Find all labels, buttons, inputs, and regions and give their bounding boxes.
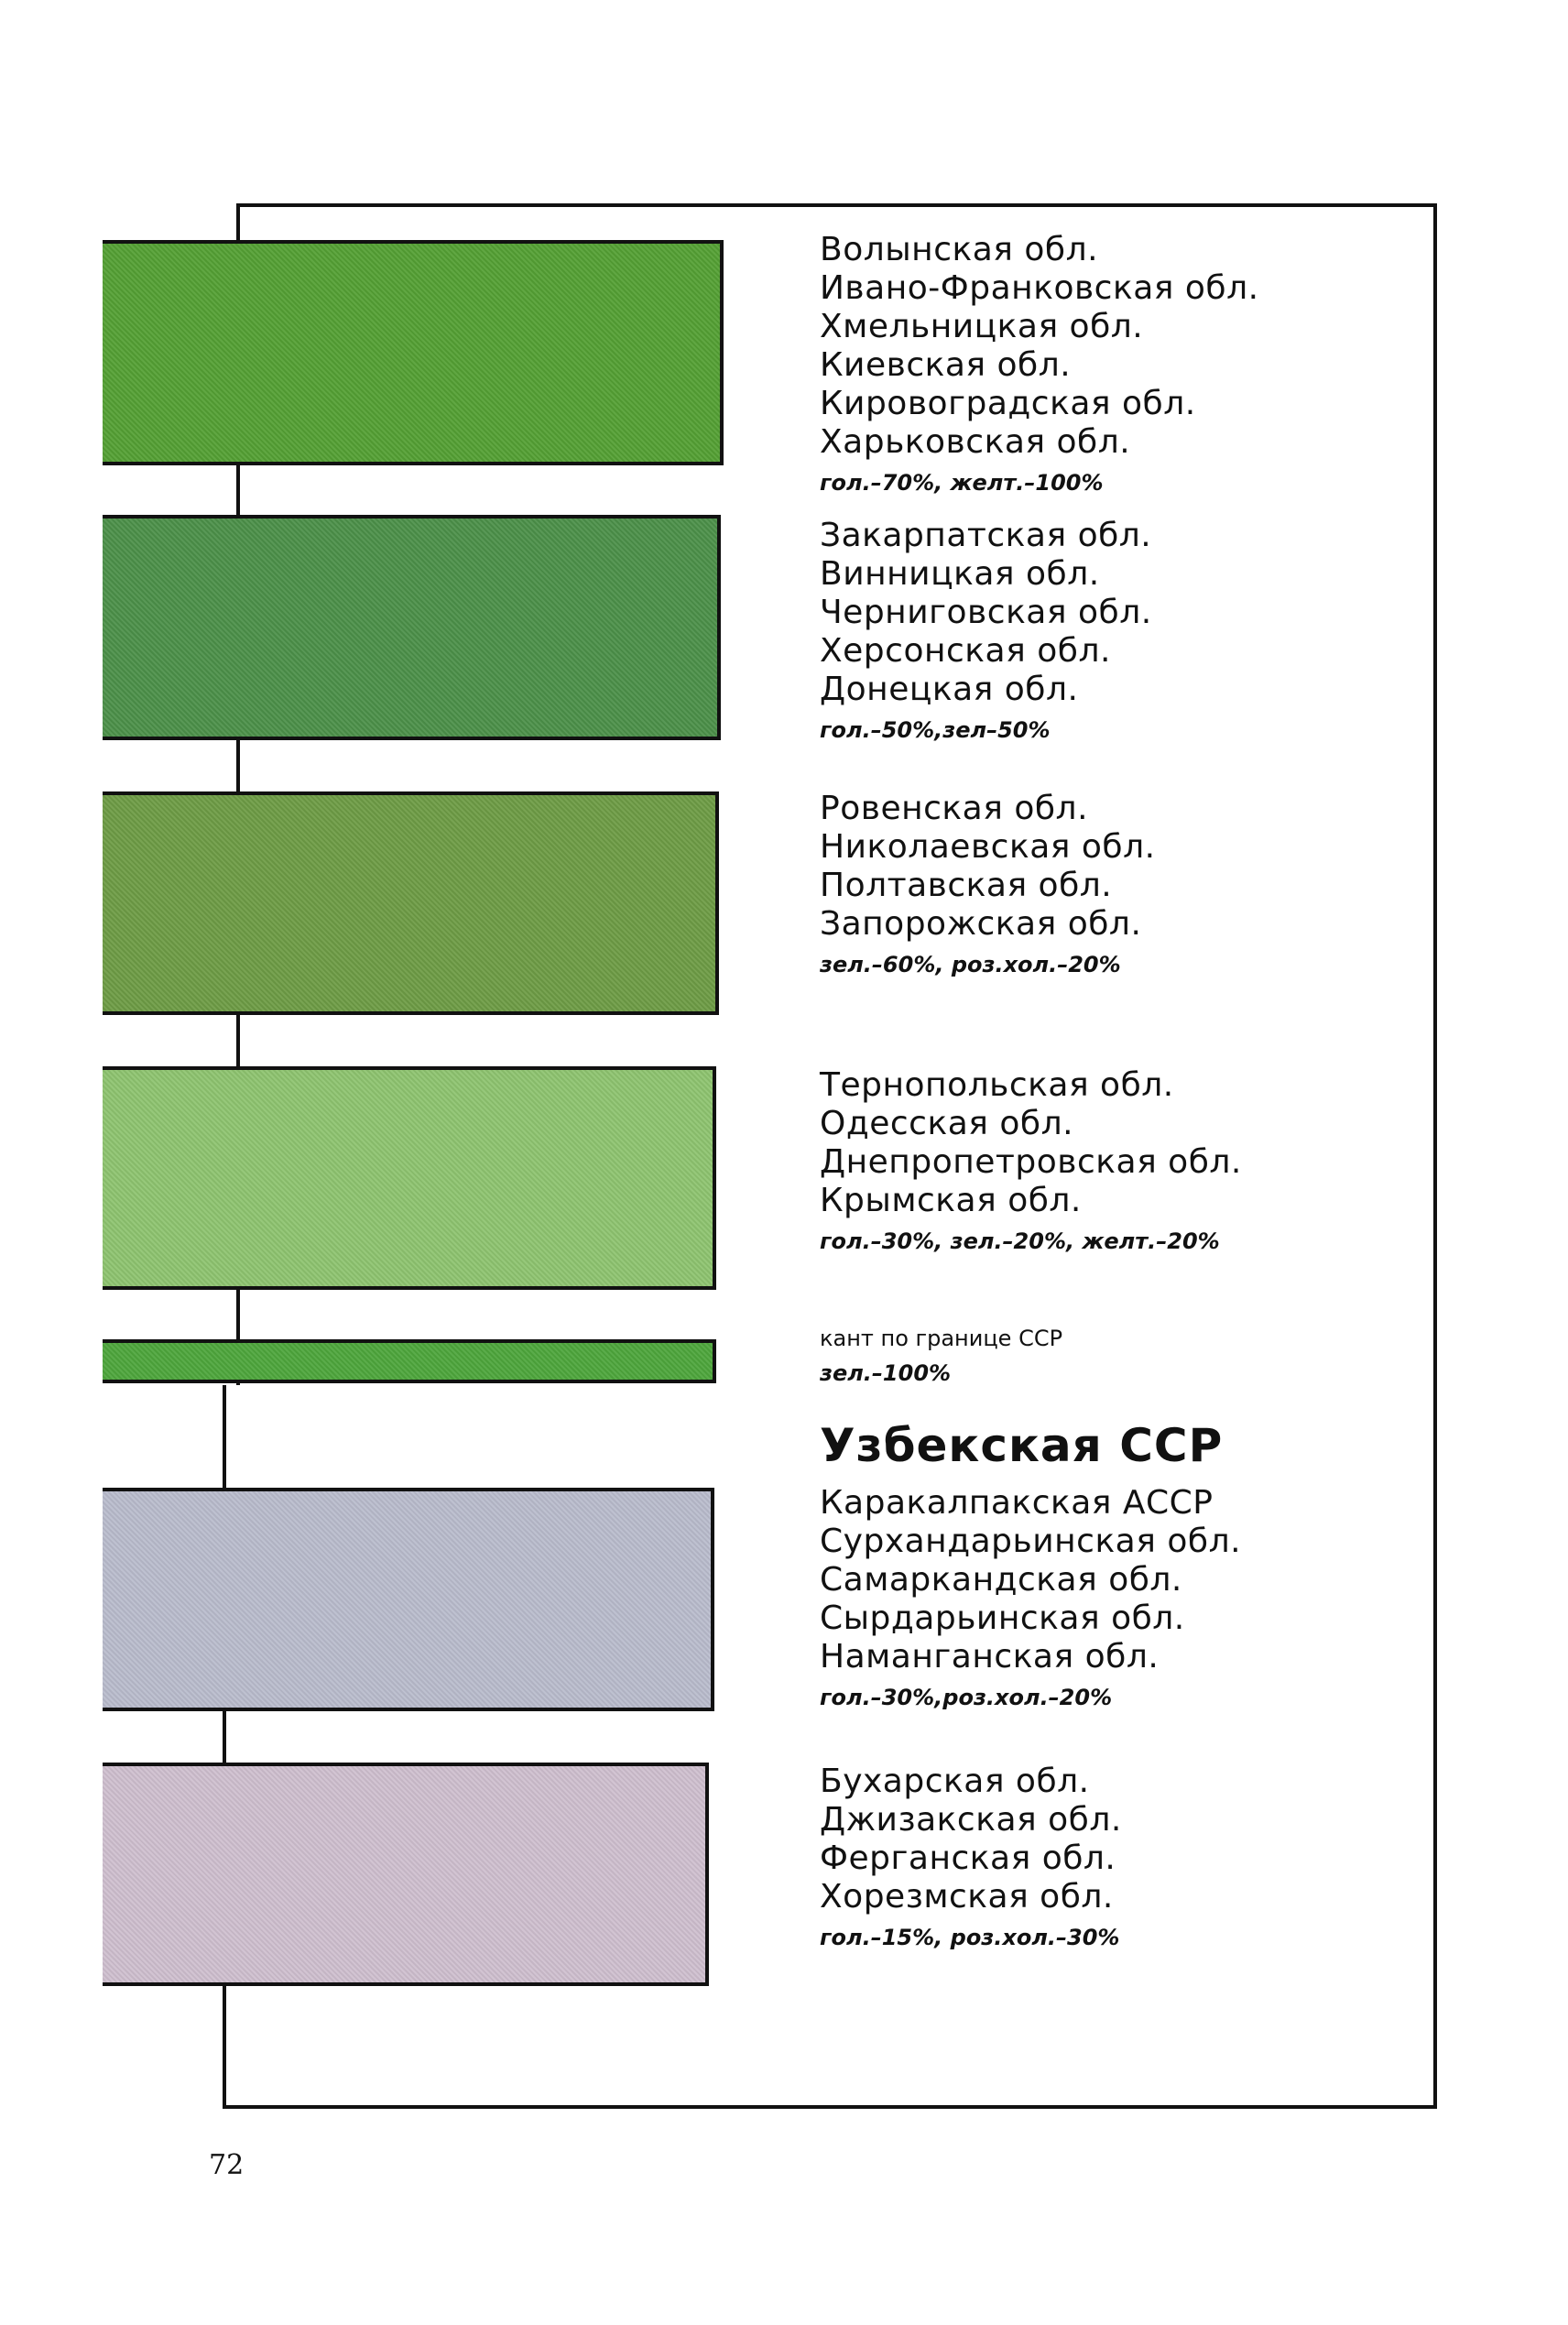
region-name: Запорожская обл. [820, 905, 1142, 943]
region-name: Крымская обл. [820, 1182, 1082, 1219]
region-name: Наманганская обл. [820, 1638, 1160, 1676]
region-name: Ферганская обл. [820, 1839, 1116, 1877]
legend-group-3 [820, 790, 1156, 980]
swatch-border-strip [103, 1339, 716, 1383]
page-number: 72 [209, 2149, 245, 2181]
color-mix: гол.–70%, желт.–100% [820, 470, 1104, 496]
swatch-group-3 [103, 791, 719, 1015]
color-mix: гол.–15%, роз.хол.–30% [820, 1925, 1120, 1950]
region-name: Сурхандарьинская обл. [820, 1523, 1242, 1560]
region-name: Винницкая обл. [820, 555, 1100, 593]
swatch-group-4 [103, 1066, 716, 1290]
region-name: Хорезмская обл. [820, 1878, 1114, 1916]
region-name: Каракалпакская АССР [820, 1484, 1214, 1522]
region-name: Черниговская обл. [820, 594, 1152, 631]
swatch-group-2 [103, 515, 721, 740]
region-name: Сырдарьинская обл. [820, 1599, 1185, 1637]
region-name: Закарпатская обл. [820, 517, 1152, 554]
legend-group-6 [820, 1763, 1122, 1953]
region-name: Киевская обл. [820, 346, 1072, 384]
region-name: Днепропетровская обл. [820, 1143, 1242, 1181]
region-name: Волынская обл. [820, 231, 1099, 268]
region-name: Тернопольская обл. [820, 1066, 1174, 1104]
region-name: Херсонская обл. [820, 632, 1111, 670]
swatch-group-6 [103, 1763, 709, 1986]
region-name: Донецкая обл. [820, 671, 1079, 708]
region-name: Одесская обл. [820, 1105, 1074, 1142]
region-name: Харьковская обл. [820, 423, 1131, 461]
region-name: Бухарская обл. [820, 1763, 1090, 1800]
color-mix: гол.–50%,зел–50% [820, 717, 1051, 743]
swatch-group-1 [103, 240, 724, 465]
color-mix: гол.–30%,роз.хол.–20% [820, 1685, 1113, 1710]
border-note: кант по границе ССР [820, 1326, 1063, 1351]
region-name: Кировоградская обл. [820, 385, 1196, 422]
legend-group-4 [820, 1066, 1242, 1257]
color-mix: зел.–60%, роз.хол.–20% [820, 952, 1121, 977]
region-name: Джизакская обл. [820, 1801, 1122, 1839]
color-mix: зел.–100% [820, 1360, 952, 1386]
legend-group-5 [820, 1484, 1241, 1713]
swatch-group-5 [103, 1488, 714, 1711]
republic-title: Узбекская ССР [820, 1419, 1224, 1472]
color-mix: гол.–30%, зел.–20%, желт.–20% [820, 1228, 1220, 1254]
region-name: Полтавская обл. [820, 867, 1113, 904]
region-name: Николаевская обл. [820, 828, 1156, 866]
region-name: Хмельницкая обл. [820, 308, 1144, 345]
region-name: Ивано-Франковская обл. [820, 269, 1259, 307]
legend-border-strip [820, 1323, 1062, 1389]
legend-group-2 [820, 517, 1152, 746]
region-name: Ровенская обл. [820, 790, 1089, 827]
region-name: Самаркандская обл. [820, 1561, 1182, 1599]
legend-group-1 [820, 231, 1259, 498]
